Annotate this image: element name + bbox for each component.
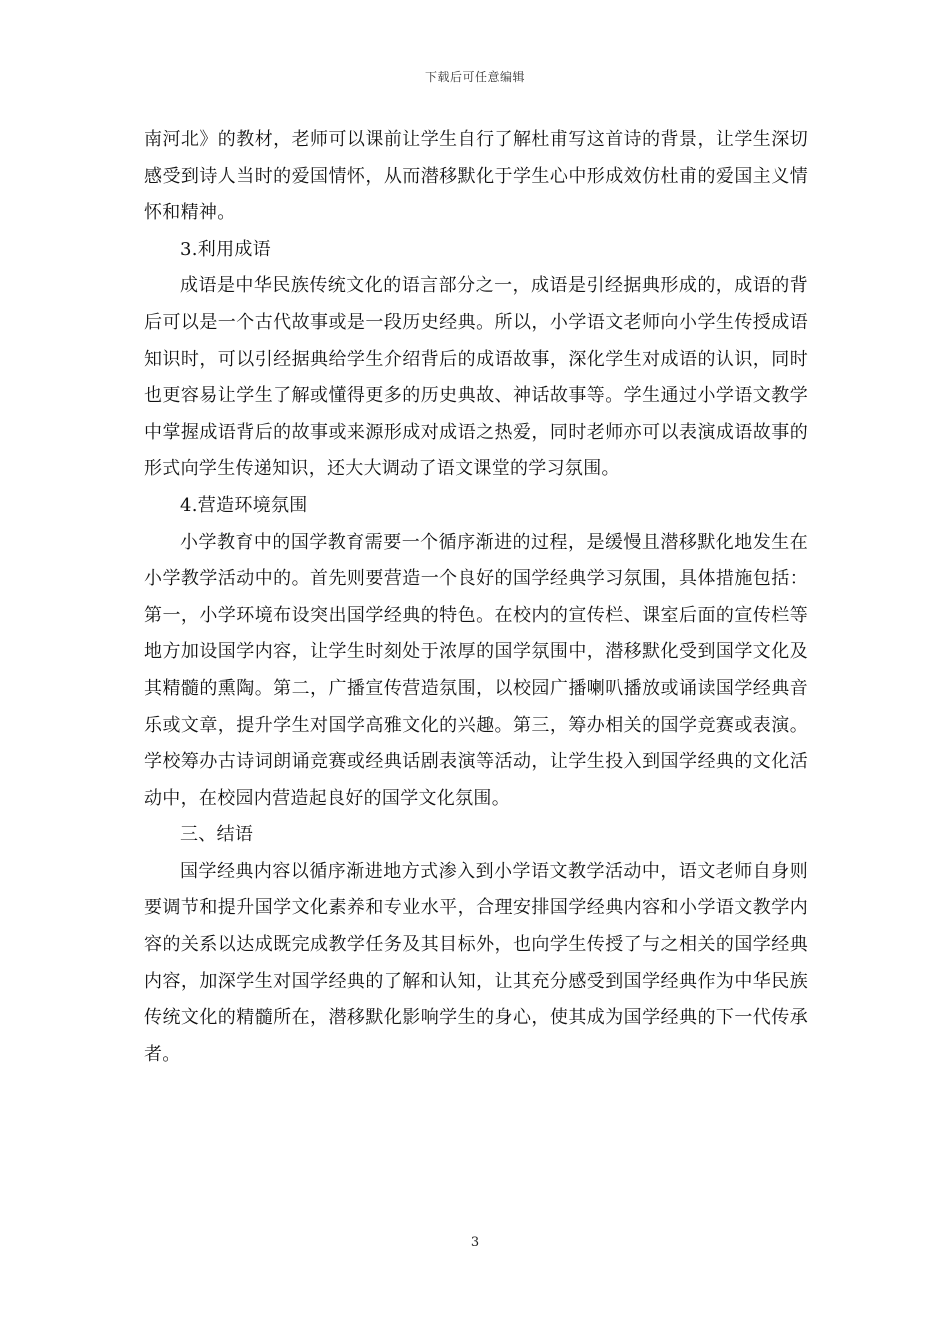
paragraph-conclusion: 国学经典内容以循序渐进地方式渗入到小学语文教学活动中，语文老师自身则要调节和提升国学文化素养和专业水平，合理安排国学经典内容和小学语文教学内容的关系以达成既完成教学任务及其目标外，也向学生传授了与之相关的国学经典内容，加深学生对国学经典的了解和认知，让其充分感受到国学经典作为中华民族传统文化的精髓所在，潜移默化影响学生的身心，使其成为国学经典的下一代传承者。 [144,860,808,1065]
paragraph-idioms: 成语是中华民族传统文化的语言部分之一，成语是引经据典形成的，成语的背后可以是一个古代故事或是一段历史经典。所以，小学语文老师向小学生传授成语知识时，可以引经据典给学生介绍背后的成语故事，深化学生对成语的认识，同时也更容易让学生了解或懂得更多的历史典故、神话故事等。学生通过小学语文教学中掌握成语背后的故事或来源形成对成语之热爱，同时老师亦可以表演成语故事的形式向学生传递知识，还大大调动了语文课堂的学习氛围。 [144,275,808,480]
page-header: 下载后可任意编辑 [424,70,525,84]
page-number: 3 [470,1235,480,1250]
paragraph-environment: 小学教育中的国学教育需要一个循序渐进的过程，是缓慢且潜移默化地发生在小学教学活动中的。首先则要营造一个良好的国学经典学习氛围，具体措施包括：第一，小学环境布设突出国学经典的特色。在校内的宣传栏、课室后面的宣传栏等地方加设国学内容，让学生时刻处于浓厚的国学氛围中，潜移默化受到国学文化及其精髓的熏陶。第二，广播宣传营造氛围，以校园广播喇叭播放或诵读国学经典音乐或文章，提升学生对国学高雅文化的兴趣。第三，筹办相关的国学竞赛或表演。学校筹办古诗词朗诵竞赛或经典话剧表演等活动，让学生投入到国学经典的文化活动中，在校园内营造起良好的国学文化氛围。 [144,531,808,809]
document-body [144,122,808,1073]
section-heading-conclusion: 三、结语 [180,824,254,846]
paragraph-continued: 南河北》的教材，老师可以课前让学生自行了解杜甫写这首诗的背景，让学生深切感受到诗人当时的爱国情怀，从而潜移默化于学生心中形成效仿杜甫的爱国主义情怀和精神。 [144,129,808,224]
section-heading-idioms: 3.利用成语 [180,238,271,260]
section-heading-environment: 4.营造环境氛围 [180,494,308,516]
